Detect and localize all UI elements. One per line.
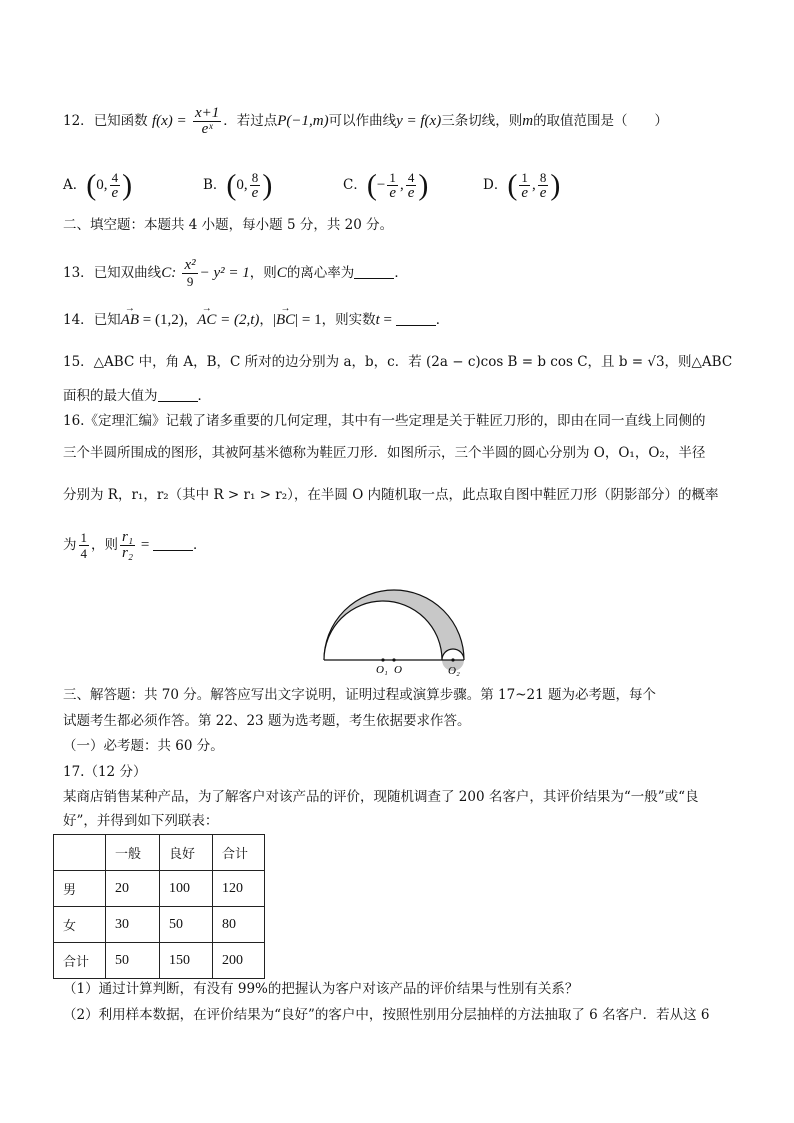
option-frac-num: 1 xyxy=(521,170,528,185)
label-o1: O₁ xyxy=(376,664,388,676)
q15-end: ． xyxy=(197,388,211,404)
q13-text-c: 的离心率为 xyxy=(286,265,355,281)
q12-fraction xyxy=(193,106,221,137)
q12-function: f(x) = xyxy=(151,113,187,129)
q13-end: ． xyxy=(394,265,408,281)
q12-point: P(−1,m) xyxy=(277,113,329,129)
q13-c-var: C xyxy=(276,265,287,281)
table-cell: 30 xyxy=(106,907,160,943)
table-header: 一般 xyxy=(106,835,160,871)
arbelos-figure xyxy=(318,588,478,678)
option-frac-num: 4 xyxy=(111,170,119,185)
q12-text-e: 的取值范围是（ ） xyxy=(533,113,669,129)
option-frac-den: e xyxy=(111,185,119,201)
q12-frac-den: eˣ xyxy=(201,121,213,137)
label-o: O xyxy=(394,664,402,676)
option-frac-num: 4 xyxy=(407,170,415,185)
q13-eq: − y² = 1 xyxy=(199,265,250,281)
option-frac-num: 1 xyxy=(389,170,396,185)
q12-text-d: 三条切线，则 xyxy=(441,113,523,129)
table-cell: 80 xyxy=(213,907,265,943)
q16-text-b: ，则 xyxy=(91,537,118,553)
q13-c: C: xyxy=(161,265,177,281)
option-frac-den: e xyxy=(407,185,415,201)
q17-sub-2: （2）利用样本数据，在评价结果为“良好”的客户中，按照性别用分层抽样的方法抽取了 6 名客户．若从这 6 xyxy=(63,1007,710,1023)
section-3-line-1: 三、解答题：共 70 分。解答应写出文字说明，证明过程或演算步骤。第 17~21 题为必考题，每个 xyxy=(63,687,657,703)
q14-end: ． xyxy=(435,312,450,328)
option-frac-den: e xyxy=(251,185,259,201)
q13-answer-blank[interactable] xyxy=(354,264,394,279)
point-o xyxy=(392,658,395,661)
q16-end: ． xyxy=(193,537,207,553)
q12-var-m: m xyxy=(522,113,534,129)
q13-text-b: ，则 xyxy=(249,265,277,281)
point-o1 xyxy=(381,658,384,661)
table-cell: 50 xyxy=(160,907,213,943)
q17-line-2: 好”，并得到如下列联表： xyxy=(63,813,219,829)
q16-ratio-num: r₁ xyxy=(122,529,134,545)
section-3-line-2: 试题考生都必须作答。第 22、23 题为选考题，考生依据要求作答。 xyxy=(63,713,471,729)
section-2-heading: 二、填空题：本题共 4 小题，每小题 5 分，共 20 分。 xyxy=(63,217,394,233)
q12-line xyxy=(63,106,668,137)
option-frac-num: 8 xyxy=(251,170,259,185)
q16-line-2: 三个半圆所围成的图形，其被阿基米德称为鞋匠刀形．如图所示，三个半圆的圆心分别为 O，O₁，O₂，半径 xyxy=(63,445,706,461)
q16-line-3: 分别为 R，r₁，r₂（其中 R > r₁ > r₂），在半圆 O 内随机取一点，此点取自图中鞋匠刀形（阴影部分）的概率 xyxy=(63,487,719,503)
q14-answer-blank[interactable] xyxy=(396,311,436,326)
table-row xyxy=(54,943,265,979)
q16-frac-num: 1 xyxy=(80,530,87,545)
q14-ac-val: = (2,t) xyxy=(216,312,260,328)
option-frac-num: 8 xyxy=(539,170,547,185)
q12-curve: y = f(x) xyxy=(396,113,442,129)
q16-ratio-den: r₂ xyxy=(122,545,134,561)
q12-text-b: ．若过点 xyxy=(223,113,278,129)
q12-option-b: B．(0, $\frac{8}{e}$ ) xyxy=(203,168,273,202)
q14-vector-bc: → BC xyxy=(276,311,295,329)
q14-sep2: ， xyxy=(259,312,273,328)
option-left: 0, xyxy=(236,177,248,193)
option-label: B． xyxy=(203,177,227,193)
table-header: 良好 xyxy=(160,835,213,871)
table-cell: 100 xyxy=(160,871,213,907)
q14-number: 14． xyxy=(63,312,94,328)
q14-sep: ， xyxy=(183,312,198,328)
table-cell: 男 xyxy=(54,871,106,907)
section-3-line-3: （一）必考题：共 60 分。 xyxy=(63,738,224,754)
q15-text: 面积的最大值为 xyxy=(63,388,158,404)
table-cell: 120 xyxy=(213,871,265,907)
point-o2 xyxy=(451,658,454,661)
table-row xyxy=(54,871,265,907)
option-label: D． xyxy=(483,177,508,193)
table-cell: 50 xyxy=(106,943,160,979)
q13-text: 已知双曲线 xyxy=(93,265,162,281)
q12-option-c: C．(− $\frac{1}{e}$ , $\frac{4}{e}$ ) xyxy=(343,168,429,202)
label-o2: O₂ xyxy=(448,665,460,677)
q16-frac-den: 4 xyxy=(80,546,87,561)
table-cell: 200 xyxy=(213,943,265,979)
contingency-table xyxy=(53,834,265,979)
q12-option-a: A．(0, $\frac{4}{e}$ ) xyxy=(63,168,133,202)
q13-frac-den: 9 xyxy=(186,274,194,289)
option-frac-den: e xyxy=(389,185,396,201)
table-cell: 20 xyxy=(106,871,160,907)
q14-vector-ab: → AB xyxy=(121,311,139,329)
q14-ab-val: = (1,2) xyxy=(139,312,184,328)
q14-bc-val: = 1 xyxy=(298,312,322,328)
q15-line-2 xyxy=(63,387,211,405)
q13-frac-num: x² xyxy=(184,257,196,273)
q14-vector-ac: → AC xyxy=(197,311,216,329)
q15-line-1: 15．△ABC 中，角 A，B，C 所对的边分别为 a，b，c．若 (2a − c)cos B = b cos C，且 b = √3，则△ABC xyxy=(63,354,733,370)
option-label: C． xyxy=(343,177,367,193)
table-header: 合计 xyxy=(213,835,265,871)
q13-line xyxy=(63,258,408,289)
q14-line: 14．已知→ AB = (1,2)，→ AC = (2,t)，|→ BC| = 1，则实数t = ． xyxy=(63,311,449,329)
q14-text-b: ，则实数 xyxy=(321,312,376,328)
q15-answer-blank[interactable] xyxy=(158,387,198,402)
q14-var-t: t xyxy=(375,312,380,328)
table-cell: 女 xyxy=(54,907,106,943)
q12-number: 12． xyxy=(63,113,94,129)
q17-header: 17.（12 分） xyxy=(63,764,147,780)
option-left: 0, xyxy=(96,177,108,193)
option-frac-den: e xyxy=(521,185,528,201)
q17-line-1: 某商店销售某种产品，为了解客户对该产品的评价，现随机调查了 200 名客户，其评价结果为“一般”或“良 xyxy=(63,789,699,805)
q16-text-a: 为 xyxy=(63,537,77,553)
q14-eq: = xyxy=(379,312,396,328)
q16-line-1: 16.《定理汇编》记载了诸多重要的几何定理，其中有一些定理是关于鞋匠刀形的，即由在同一直线上同侧的 xyxy=(63,413,706,429)
table-row xyxy=(54,907,265,943)
option-label: A． xyxy=(63,177,87,193)
q14-text: 已知 xyxy=(93,312,121,328)
q17-sub-1: （1）通过计算判断，有没有 99%的把握认为客户对该产品的评价结果与性别有关系？ xyxy=(63,981,579,997)
table-cell: 合计 xyxy=(54,943,106,979)
q12-text-c: 可以作曲线 xyxy=(328,113,397,129)
table-cell: 150 xyxy=(160,943,213,979)
q12-text: 已知函数 xyxy=(93,113,148,129)
table-header-row xyxy=(54,835,265,871)
q16-answer-blank[interactable] xyxy=(153,536,193,551)
option-frac-den: e xyxy=(539,185,547,201)
q16-line-4 xyxy=(63,530,207,561)
table-header xyxy=(54,835,106,871)
q13-number: 13． xyxy=(63,265,94,281)
q12-frac-num: x+1 xyxy=(194,105,220,121)
q16-eq: = xyxy=(137,537,154,553)
q12-option-d: D．( $\frac{1}{e}$ , $\frac{8}{e}$ ) xyxy=(483,168,561,202)
